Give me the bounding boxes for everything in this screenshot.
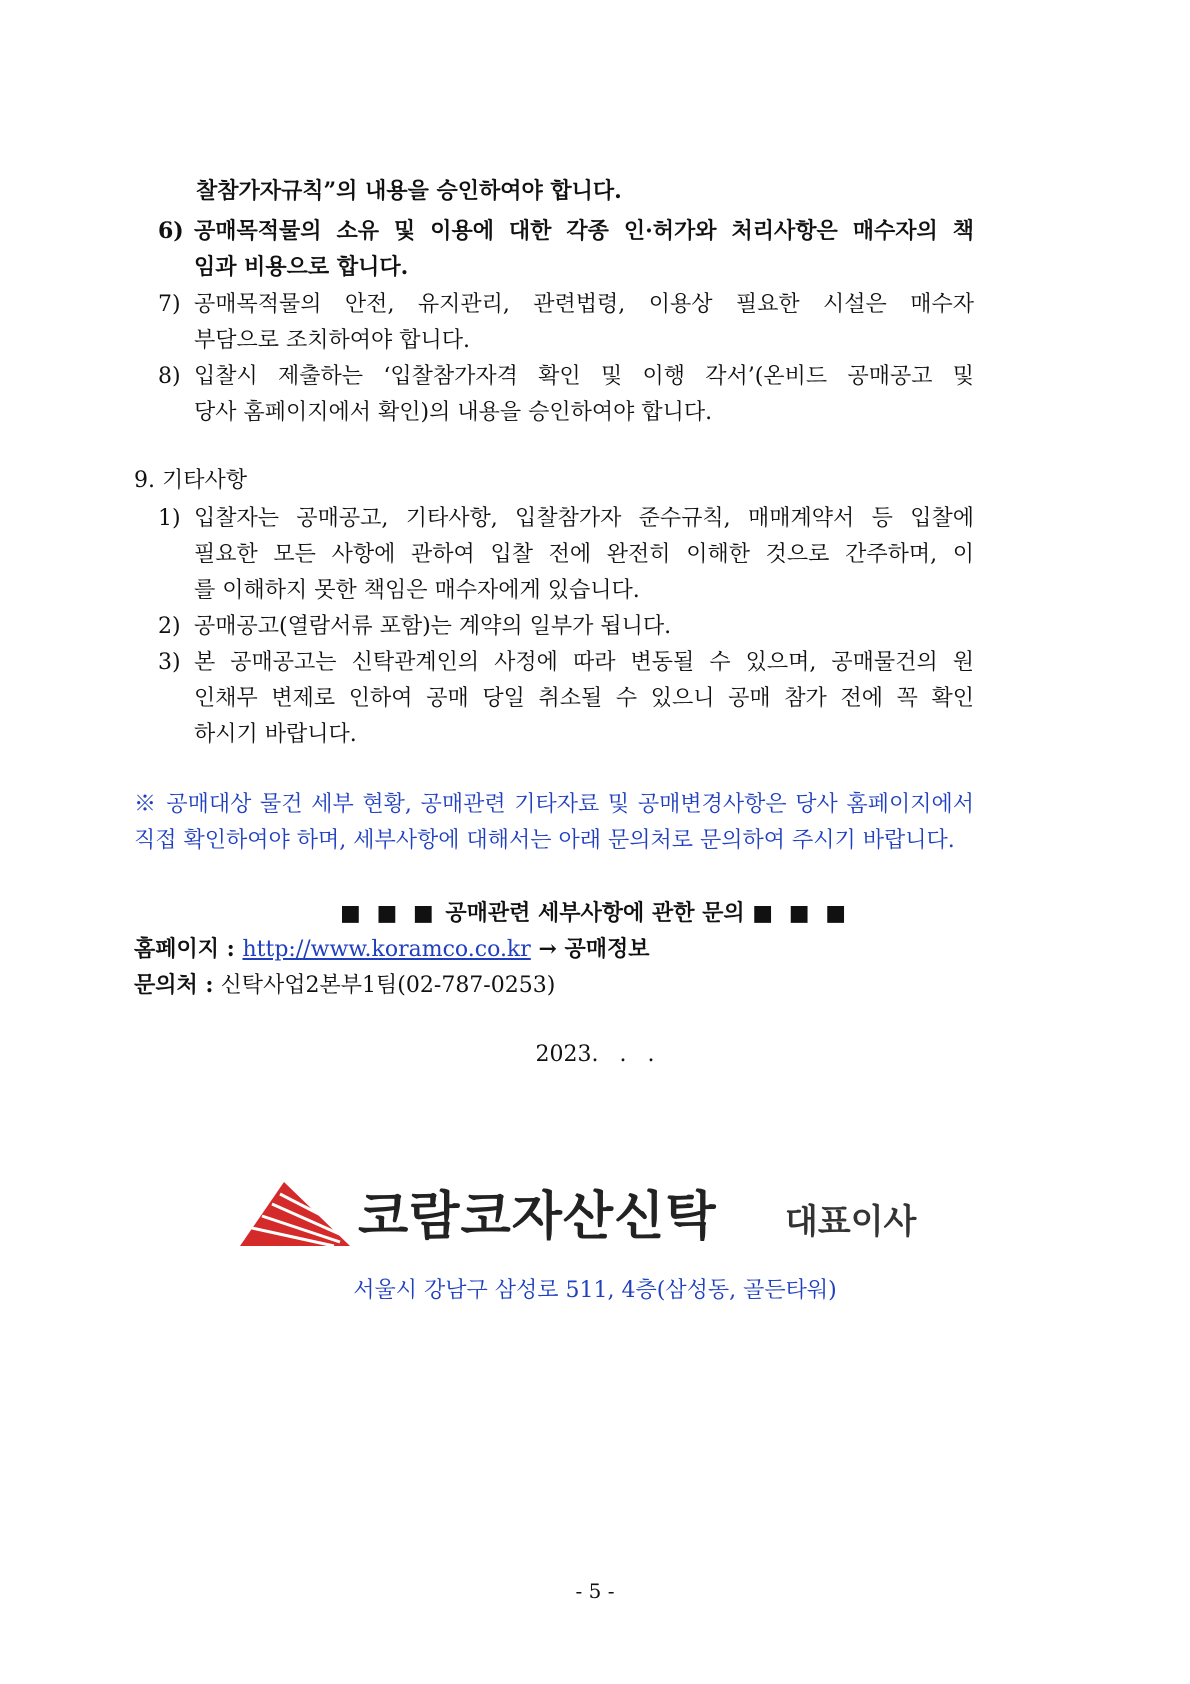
document-date: 2023. . . bbox=[535, 1042, 655, 1067]
contact-value: 신탁사업2본부1팀(02-787-0253) bbox=[220, 973, 556, 998]
item6-line2: 임과 비용으로 합니다. bbox=[194, 254, 409, 280]
item6-line1: 공매목적물의 소유 및 이용에 대한 각종 인·허가와 처리사항은 매수자의 책 bbox=[194, 218, 974, 244]
squares-left: ■ ■ ■ bbox=[340, 900, 438, 926]
item8-line1: 입찰시 제출하는 ‘입찰참가자격 확인 및 이행 각서’(온비드 공매공고 및 bbox=[194, 364, 974, 389]
item7-line2: 부담으로 조치하여야 합니다. bbox=[194, 328, 471, 353]
notice-line1: ※ 공매대상 물건 세부 현황, 공매관련 기타자료 및 공매변경사항은 당사 홈페이지에서 bbox=[134, 792, 974, 817]
item8-number: 8) bbox=[158, 364, 181, 389]
s9-item1-line1: 입찰자는 공매공고, 기타사항, 입찰참가자 준수규칙, 매매계약서 등 입찰에 bbox=[194, 506, 974, 531]
s9-item2-line1: 공매공고(열람서류 포함)는 계약의 일부가 됩니다. bbox=[194, 614, 672, 639]
company-signature bbox=[240, 1178, 960, 1258]
s9-item3-line2: 인채무 변제로 인하여 공매 당일 취소될 수 있으니 공매 참가 전에 꼭 확인 bbox=[194, 686, 974, 711]
item8-line2: 당사 홈페이지에서 확인)의 내용을 승인하여야 합니다. bbox=[194, 400, 713, 425]
inquiry-heading: 공매관련 세부사항에 관한 문의 bbox=[445, 900, 745, 926]
company-name: 코람코자산신탁 bbox=[358, 1187, 717, 1247]
ceo-title: 대표이사 bbox=[785, 1202, 917, 1242]
s9-item1-line3: 를 이해하지 못한 책임은 매수자에게 있습니다. bbox=[194, 578, 640, 603]
company-logo-icon bbox=[240, 1182, 350, 1254]
inquiry-heading-row bbox=[0, 898, 1190, 928]
s9-item3-number: 3) bbox=[158, 650, 181, 675]
s9-item3-line3: 하시기 바랍니다. bbox=[194, 722, 357, 747]
homepage-row bbox=[134, 934, 650, 965]
page-number: - 5 - bbox=[575, 1579, 615, 1603]
homepage-link[interactable]: http://www.koramco.co.kr bbox=[242, 937, 531, 962]
section9-heading: 9. 기타사항 bbox=[134, 468, 247, 493]
homepage-label: 홈페이지 : bbox=[134, 936, 235, 962]
item5-continuation: 찰참가자규칙”의 내용을 승인하여야 합니다. bbox=[196, 178, 622, 204]
company-address: 서울시 강남구 삼성로 511, 4층(삼성동, 골든타워) bbox=[353, 1278, 837, 1303]
contact-row bbox=[134, 970, 555, 1001]
s9-item1-number: 1) bbox=[158, 506, 181, 531]
squares-right: ■ ■ ■ bbox=[752, 900, 850, 926]
item7-number: 7) bbox=[158, 292, 181, 317]
s9-item1-line2: 필요한 모든 사항에 관하여 입찰 전에 완전히 이해한 것으로 간주하며, 이 bbox=[194, 542, 974, 567]
s9-item3-line1: 본 공매공고는 신탁관계인의 사정에 따라 변동될 수 있으며, 공매물건의 원 bbox=[194, 650, 974, 675]
s9-item2-number: 2) bbox=[158, 614, 181, 639]
contact-label: 문의처 : bbox=[134, 972, 214, 998]
item7-line1: 공매목적물의 안전, 유지관리, 관련법령, 이용상 필요한 시설은 매수자 bbox=[194, 292, 974, 317]
notice-line2: 직접 확인하여야 하며, 세부사항에 대해서는 아래 문의처로 문의하여 주시기 바랍니다. bbox=[134, 828, 955, 853]
homepage-suffix: → 공매정보 bbox=[538, 936, 650, 962]
item6-number: 6) bbox=[158, 218, 184, 244]
